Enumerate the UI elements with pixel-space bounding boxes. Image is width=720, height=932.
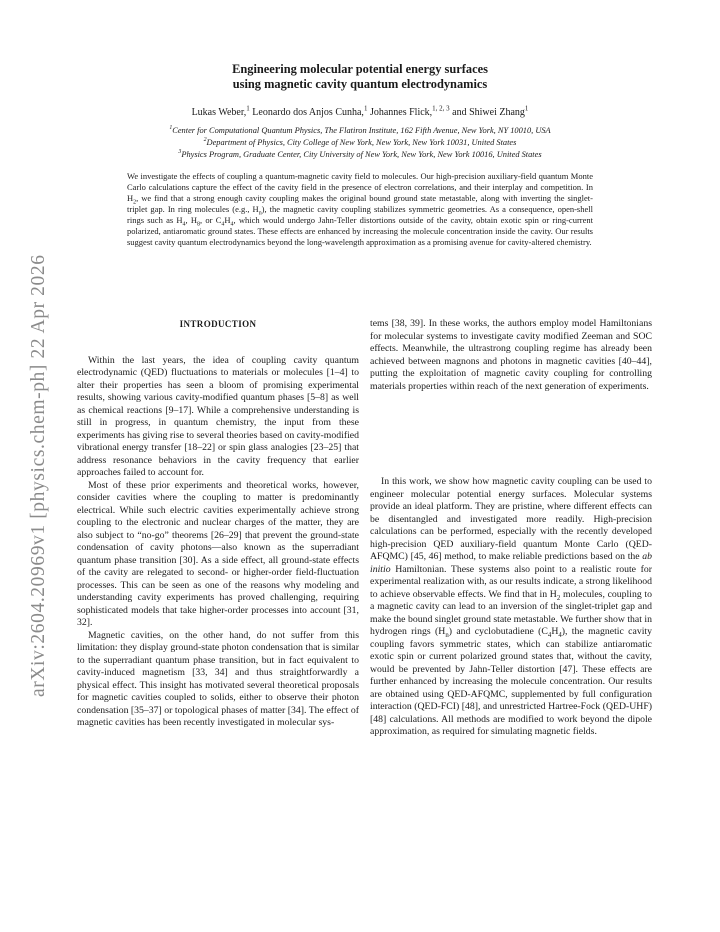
affiliation-1 bbox=[80, 125, 640, 136]
author-name: and Shiwei Zhang bbox=[449, 107, 525, 118]
affiliation-text: Center for Computational Quantum Physics, The Flatiron Institute, 162 Fifth Avenue, New York, NY 10010, USA bbox=[172, 126, 551, 135]
author-list bbox=[100, 106, 620, 119]
author-affil-mark: 1 bbox=[524, 104, 529, 113]
affiliation-text: Department of Physics, City College of New York, New York, New York 10031, United States bbox=[206, 138, 517, 147]
intro-paragraph-4: tems [38, 39]. In these works, the authors employ model Hamiltonians for molecular systems to investigate cavity modified Zeeman and SOC effects. Meanwhile, the ultrastrong coupling regime has already been achieved between magnons and photons in magnetic cavities [40–44], putting the exploitation of magnetic cavity coupling for controlling materials properties within reach of the next generation of experiments. bbox=[370, 318, 652, 392]
section-heading-introduction: INTRODUCTION bbox=[179, 319, 257, 329]
abstract bbox=[127, 171, 593, 248]
intro-paragraph-1: Within the last years, the idea of coupling cavity quantum electrodynamic (QED) fluctuations to materials or molecules [1–4] to alter their properties has seen a bloom of promising experimental results, showing various cavity-modified quantum phases [5–8] as well as chemical reactions [9–17]. While a comprehensive understanding is still in progress, in quantum chemistry, the input from these experiments has giving rise to several theories based on cavity-modified vibrational energy transfer [18–22] or spin glass analogies [23–25] that address resonance behaviors in the cavity frequency that earlier approaches failed to account for. bbox=[77, 354, 359, 478]
title-line-1: Engineering molecular potential energy surfaces bbox=[232, 62, 488, 76]
affiliation-text: Physics Program, Graduate Center, City University of New York, New York, New York 10016, United States bbox=[181, 150, 542, 159]
affiliation-mark: 1 bbox=[169, 125, 173, 132]
author-affil-mark: 1 bbox=[246, 104, 250, 113]
paper-title bbox=[140, 62, 580, 92]
author-name: Lukas Weber, bbox=[191, 107, 247, 118]
intro-paragraph-2: Most of these prior experiments and theoretical works, however, consider cavities where the coupling to matter is predominantly electrical. While such electric cavities experimentally achieve strong coupling to the electronic and nuclear charges of the matter, they are also subject to “no-go” theorems [26–29] that prevent the ground-state condensation of cavity photons—also known as the superradiant quantum phase transition [30]. As a side effect, all ground-state effects of the cavity are relegated to second- or higher-order field-fluctuation processes. This can be seen as one of the reasons why modeling and understanding cavity experiments has proved challenging, requiring sophisticated models that take higher-order processes into account [31, 32]. bbox=[77, 479, 359, 628]
affiliation-3 bbox=[80, 149, 640, 160]
right-column-top bbox=[370, 318, 652, 393]
left-column bbox=[77, 318, 359, 730]
author-name: Johannes Flick, bbox=[367, 107, 433, 118]
arxiv-side-stamp bbox=[18, 210, 52, 700]
title-line-2: using magnetic cavity quantum electrodynamics bbox=[232, 77, 488, 91]
intro-paragraph-5: In this work, we show how magnetic cavity coupling can be used to engineer molecular potential energy surfaces. Molecular systems provide an ideal platform. They are pristine, where different effects can be disentangled and investigated more readily. High-precision calculations can be performed, especially with the recently developed high-precision QED auxiliary-field quantum Monte Carlo (QED-AFQMC) [45, 46] method, to make reliable predictions based on the ab initio Hamiltonian. These systems also point to a realistic route for experimental realization with, as our results indicate, a strong likelihood to achieve observable effects. We find that in $H_2$ molecules, coupling to a magnetic cavity can lead to an inversion of the singlet-triplet gap and make the bound singlet ground state metastable. We further show that in hydrogen rings $(H_n)$ and cyclobutadiene $(C_4H_4)$, the magnetic cavity coupling favors symmetric states, which can stabilize antiaromatic exotic spin or current polarized ground states that, without the cavity, would be prevented by Jahn-Teller distortion [47]. These effects are further enhanced by increasing the molecule concentration. Our results are obtained using QED-AFQMC, supplemented by full configuration interaction (QED-FCI) [48], and unrestricted Hartree-Fock (QED-UHF) [48] calculations. All methods are modified to work beyond the dipole approximation, as required for simulating magnetic fields. bbox=[370, 476, 652, 737]
affiliation-mark: 2 bbox=[203, 137, 207, 144]
abstract-text: We investigate the effects of coupling a quantum-magnetic cavity field to molecules. Our high-precision auxiliary-field quantum Monte Carlo calculations capture the effect of the cavity field in the presence of electron correlations, and their interplay and competition. In $H_2$, we find that a strong enough cavity coupling makes the original bound ground state metastable, along with inverting the singlet-triplet gap. In ring molecules (e.g., $H_n$), the magnetic cavity coupling stabilizes symmetric geometries. As a consequence, open-shell rings such as $H_4$, $H_8$, or $C_4H_4$, which would undergo Jahn-Teller distortions outside of the cavity, obtain exotic spin or ring-current polarized, antiaromatic ground states. These effects are enhanced by increasing the molecule concentration inside the cavity. Our results suggest cavity quantum electrodynamics beyond the long-wavelength approximation as a promising avenue for cavity-altered chemistry. bbox=[127, 171, 593, 247]
author-affil-mark: 1, 2, 3 bbox=[432, 104, 450, 113]
author-name: Leonardo dos Anjos Cunha, bbox=[249, 107, 364, 118]
affiliation-mark: 3 bbox=[178, 149, 182, 156]
author-affil-mark: 1 bbox=[363, 104, 368, 113]
arxiv-identifier-text: arXiv:2604.20969v1 [physics.chem-ph] 22 Apr 2026 bbox=[28, 254, 49, 697]
right-column-bottom bbox=[370, 476, 652, 739]
affiliation-2 bbox=[80, 137, 640, 148]
intro-paragraph-3: Magnetic cavities, on the other hand, do not suffer from this limitation: they display ground-state photon condensation that is similar to the superradiant quantum phase transition, but in fact equivalent to cavity-induced magnetism [33, 34] and thus straightforwardly a physical effect. This insight has motivated several theoretical proposals for magnetic cavities coupled to solids, either to observe their photon condensation [35–37] or topological phases of matter [34]. The effect of magnetic cavities has been recently investigated in molecular sys- bbox=[77, 629, 359, 728]
